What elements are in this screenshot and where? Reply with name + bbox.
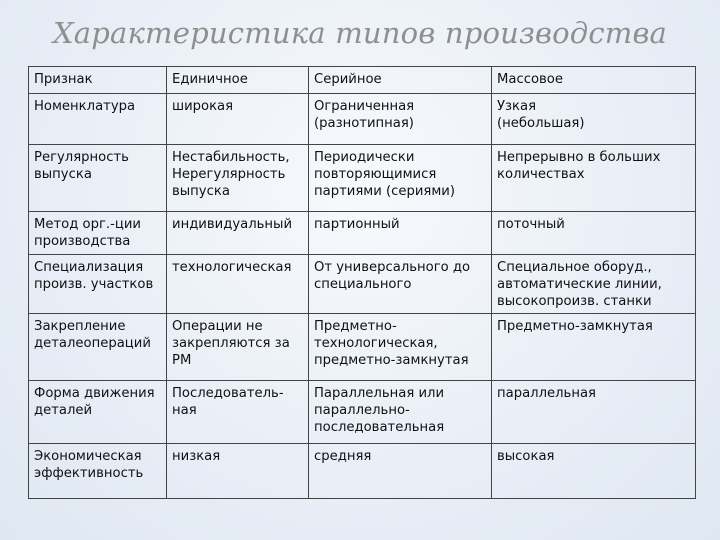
- table-cell: Непрерывно в больших количествах: [492, 145, 696, 212]
- table-cell: Предметно- технологическая, предметно-замкнутая: [309, 314, 492, 381]
- table-cell: поточный: [492, 212, 696, 255]
- table-row: [29, 444, 696, 499]
- table-cell: От универсального до специального: [309, 255, 492, 314]
- table-cell: низкая: [167, 444, 309, 499]
- table-cell: Регулярность выпуска: [29, 145, 167, 212]
- table-cell: индивидуальный: [167, 212, 309, 255]
- table-cell: Специальное оборуд., автоматические линии, высокопроизв. станки: [492, 255, 696, 314]
- table-cell: параллельная: [492, 381, 696, 444]
- table-cell: технологическая: [167, 255, 309, 314]
- table-cell: партионный: [309, 212, 492, 255]
- table-cell: Форма движения деталей: [29, 381, 167, 444]
- table-cell: Закрепление деталеопераций: [29, 314, 167, 381]
- header-cell-mass: Массовое: [492, 67, 696, 94]
- table-cell: Номенклатура: [29, 94, 167, 145]
- table-cell: Последователь- ная: [167, 381, 309, 444]
- header-cell-feature: Признак: [29, 67, 167, 94]
- table-cell: Предметно-замкнутая: [492, 314, 696, 381]
- table-cell: Специализация произв. участков: [29, 255, 167, 314]
- page-title: Характеристика типов производства: [52, 16, 668, 50]
- table-cell: широкая: [167, 94, 309, 145]
- production-types-table: [28, 66, 696, 499]
- table-cell: Узкая (небольшая): [492, 94, 696, 145]
- table-row: [29, 94, 696, 145]
- table-cell: Параллельная или параллельно- последовательная: [309, 381, 492, 444]
- table-header-row: [29, 67, 696, 94]
- table-cell: высокая: [492, 444, 696, 499]
- table-cell: средняя: [309, 444, 492, 499]
- table-cell: Метод орг.-ции производства: [29, 212, 167, 255]
- table-cell: Нестабильность, Нерегулярность выпуска: [167, 145, 309, 212]
- table-row: [29, 381, 696, 444]
- table-cell: Периодически повторяющимися партиями (сериями): [309, 145, 492, 212]
- header-cell-serial: Серийное: [309, 67, 492, 94]
- table-cell: Ограниченная (разнотипная): [309, 94, 492, 145]
- table-row: [29, 255, 696, 314]
- table-row: [29, 314, 696, 381]
- table-cell: Операции не закрепляются за РМ: [167, 314, 309, 381]
- table-row: [29, 145, 696, 212]
- header-cell-single: Единичное: [167, 67, 309, 94]
- table-row: [29, 212, 696, 255]
- table-cell: Экономическая эффективность: [29, 444, 167, 499]
